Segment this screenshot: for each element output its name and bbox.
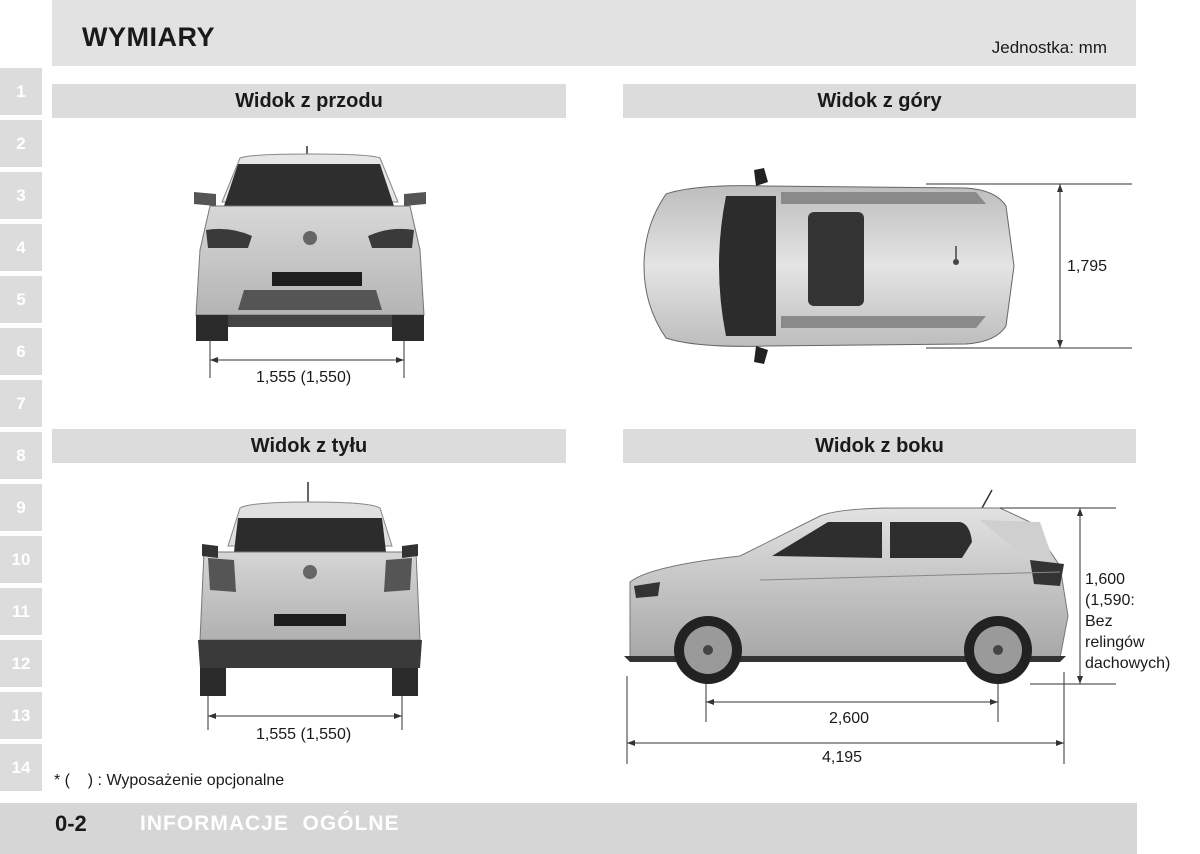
chapter-tab-11[interactable]: 11: [0, 588, 42, 635]
front-car-illustration: [194, 146, 426, 341]
chapter-tab-7[interactable]: 7: [0, 380, 42, 427]
side-car-illustration: [624, 490, 1068, 684]
side-wheelbase-label: 2,600: [829, 710, 870, 727]
chapter-tab-1[interactable]: 1: [0, 68, 42, 115]
page-title: WYMIARY: [82, 22, 215, 52]
rear-width-label: 1,555 (1,550): [256, 726, 352, 743]
front-view-figure: [180, 140, 440, 390]
chapter-tab-2[interactable]: 2: [0, 120, 42, 167]
rear-width-dimension: [208, 692, 402, 730]
rear-car-illustration: [198, 482, 422, 696]
rear-view-figure: [180, 480, 440, 730]
side-length-label: 4,195: [822, 749, 863, 766]
chapter-tab-14[interactable]: 14: [0, 744, 42, 791]
side-height-line-1: 1,600: [1085, 571, 1126, 588]
side-height-label: [1085, 569, 1170, 674]
side-view-figure: [620, 486, 1120, 776]
chapter-tab-13[interactable]: 13: [0, 692, 42, 739]
side-view-header: Widok z boku: [623, 429, 1136, 463]
top-car-illustration: [644, 168, 1014, 364]
top-width-label: 1,795: [1067, 258, 1108, 275]
chapter-tab-8[interactable]: 8: [0, 432, 42, 479]
chapter-tab-4[interactable]: 4: [0, 224, 42, 271]
side-height-line-5: dachowych): [1085, 655, 1171, 672]
top-view-figure: [636, 166, 1136, 366]
page-number: 0-2: [55, 811, 87, 836]
chapter-tab-12[interactable]: 12: [0, 640, 42, 687]
chapter-title: INFORMACJE OGÓLNE: [140, 812, 400, 835]
front-view-header: Widok z przodu: [52, 84, 566, 118]
unit-label: Jednostka: mm: [991, 38, 1107, 57]
side-height-line-3: Bez: [1085, 613, 1113, 630]
side-height-line-4: relingów: [1085, 634, 1145, 651]
front-width-label: 1,555 (1,550): [256, 369, 352, 386]
chapter-tab-6[interactable]: 6: [0, 328, 42, 375]
chapter-tab-9[interactable]: 9: [0, 484, 42, 531]
rear-view-header: Widok z tyłu: [52, 429, 566, 463]
chapter-tab-3[interactable]: 3: [0, 172, 42, 219]
chapter-tab-10[interactable]: 10: [0, 536, 42, 583]
top-view-header: Widok z góry: [623, 84, 1136, 118]
chapter-tab-5[interactable]: 5: [0, 276, 42, 323]
optional-equipment-footnote: * ( ) : Wyposażenie opcjonalne: [54, 772, 285, 789]
side-height-line-2: (1,590:: [1085, 592, 1135, 609]
